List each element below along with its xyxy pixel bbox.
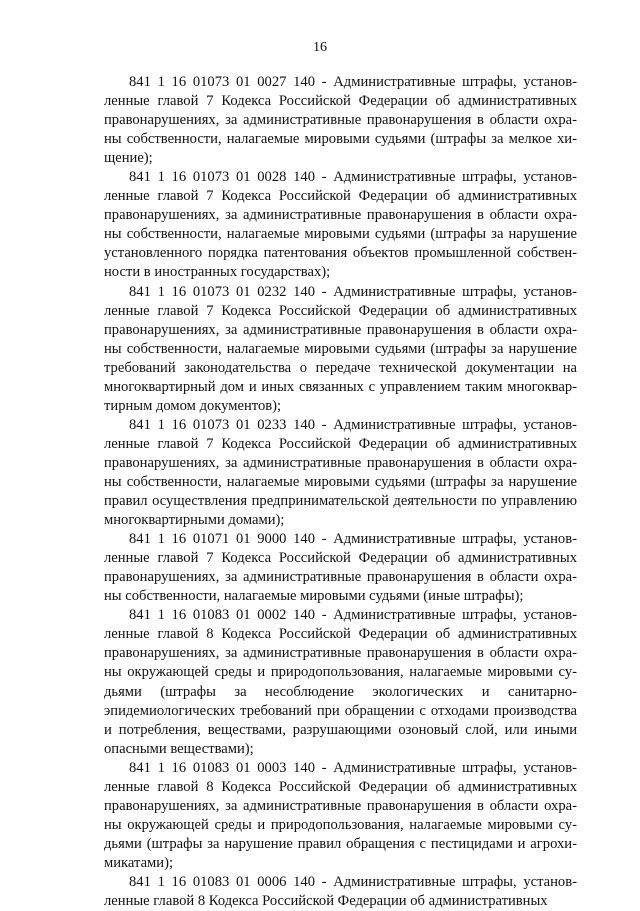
page-number: 16: [313, 40, 327, 55]
entry-paragraph: 841 1 16 01073 01 0028 140 - Административные штрафы, установленные главой 7 Кодекса Российской Федерации об административных правонарушениях, за административные правонарушения в области охраны собственности, налагаемые мировыми судьями (штрафы за нарушение установленного порядка патентования объектов промышленной собственности в иностранных государствах);: [104, 169, 577, 281]
entry-paragraph: 841 1 16 01073 01 0233 140 - Административные штрафы, установленные главой 7 Кодекса Российской Федерации об административных правонарушениях, за административные правонарушения в области охраны собственности, налагаемые мировыми судьями (штрафы за нарушение правил осуществления предпринимательской деятельности по управлению многоквартирными домами);: [104, 416, 577, 529]
entry-paragraph: 841 1 16 01083 01 0002 140 - Административные штрафы, установленные главой 8 Кодекса Российской Федерации об административных правонарушениях, за административные правонарушения в области охраны окружающей среды и природопользования, налагаемые мировыми судьями (штрафы за несоблюдение экологических и санитарно-эпидемиологических требований при обращении с отходами производства и потребления, веществами, разрушающими озоновый слой, или иными опасными веществами);: [104, 607, 577, 757]
entry-paragraph: 841 1 16 01073 01 0232 140 - Административные штрафы, установленные главой 7 Кодекса Российской Федерации об административных правонарушениях, за административные правонарушения в области охраны собственности, налагаемые мировыми судьями (штрафы за нарушение требований законодательства о передаче технической документации на многоквартирный дом и иных связанных с управлением таким многоквартирным домом документов);: [104, 283, 577, 414]
entry-paragraph: 841 1 16 01083 01 0003 140 - Административные штрафы, установленные главой 8 Кодекса Российской Федерации об административных правонарушениях, за административные правонарушения в области охраны окружающей среды и природопользования, налагаемые мировыми судьями (штрафы за нарушение правил обращения с пестицидами и агрохимикатами);: [104, 759, 577, 871]
document-body: [104, 73, 577, 911]
entry-paragraph: 841 1 16 01083 01 0006 140 - Административные штрафы, установленные главой 8 Кодекса Российской Федерации об административных: [104, 873, 577, 910]
entry-paragraph: 841 1 16 01073 01 0027 140 - Административные штрафы, установленные главой 7 Кодекса Российской Федерации об административных правонарушениях, за административные правонарушения в области охраны собственности, налагаемые мировыми судьями (штрафы за мелкое хищение);: [104, 74, 577, 167]
entry-paragraph: 841 1 16 01071 01 9000 140 - Административные штрафы, установленные главой 7 Кодекса Российской Федерации об административных правонарушениях, за административные правонарушения в области охраны собственности, налагаемые мировыми судьями (иные штрафы);: [104, 531, 577, 605]
